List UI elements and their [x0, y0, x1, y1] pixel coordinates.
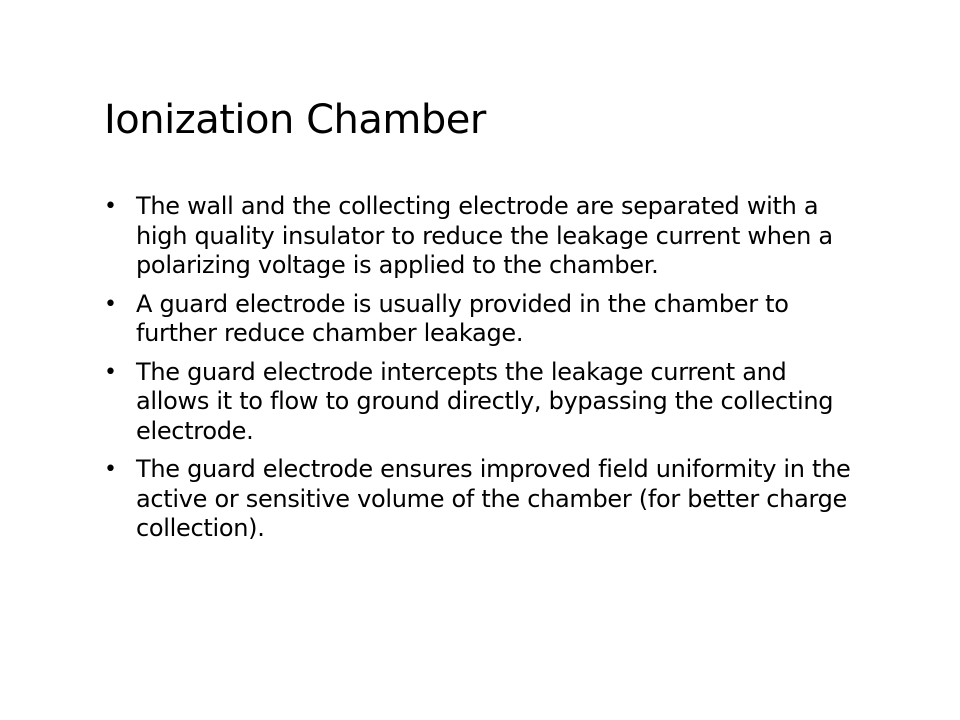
bullet-item-3 — [104, 358, 864, 447]
bullet-text-3: The guard electrode intercepts the leakage current and allows it to flow to ground directly, bypassing the collecting electrode. — [136, 357, 834, 445]
bullet-text-1: The wall and the collecting electrode are separated with a high quality insulator to reduce the leakage current when a polarizing voltage is applied to the chamber. — [136, 192, 833, 279]
bullet-list — [104, 192, 864, 553]
bullet-text-2: A guard electrode is usually provided in the chamber to further reduce chamber leakage. — [136, 289, 789, 347]
bullet-item-1 — [104, 192, 864, 281]
bullet-icon: • — [104, 457, 117, 482]
bullet-text-4: The guard electrode ensures improved field uniformity in the active or sensitive volume of the chamber (for better charge collection). — [136, 455, 851, 542]
bullet-icon: • — [104, 359, 117, 385]
bullet-icon: • — [104, 194, 117, 219]
bullet-item-4 — [104, 455, 864, 544]
slide-title: Ionization Chamber — [104, 97, 486, 143]
bullet-icon: • — [104, 291, 117, 317]
bullet-item-2 — [104, 290, 864, 349]
